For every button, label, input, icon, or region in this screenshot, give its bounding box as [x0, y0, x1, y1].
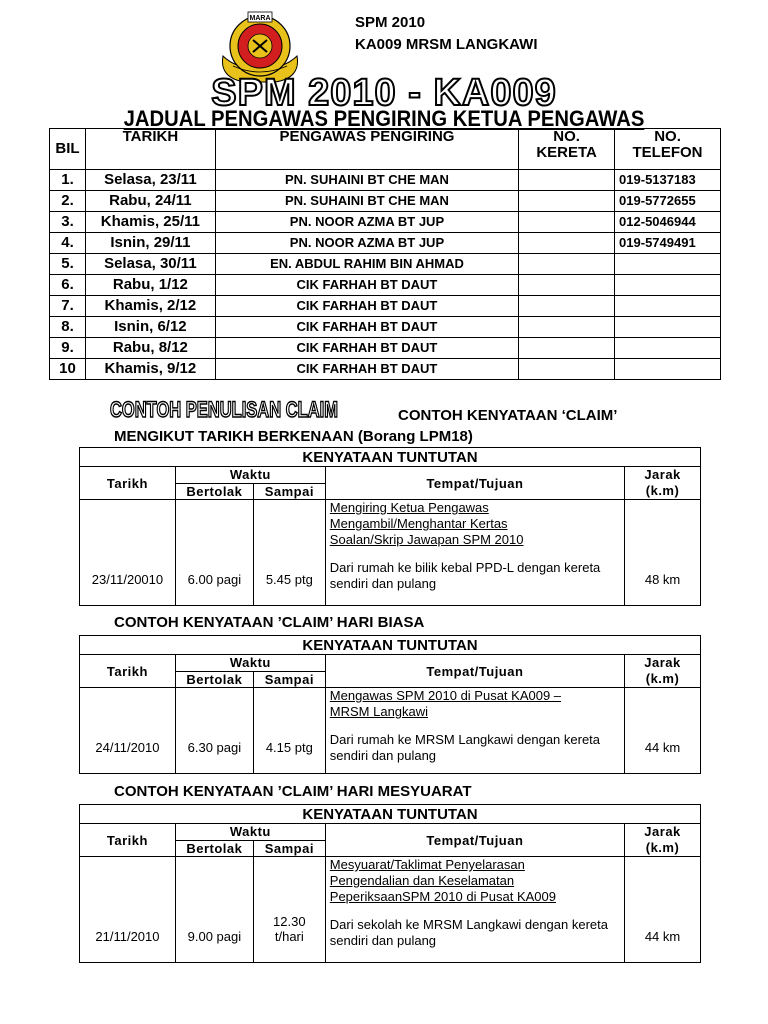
col-bertolak: Bertolak	[175, 483, 253, 500]
tempat-tujuan	[325, 500, 624, 606]
tujuan-line: PeperiksaanSPM 2010 di Pusat KA009	[329, 889, 556, 904]
col-telefon: NO. TELEFON	[615, 129, 721, 170]
tujuan-line: Mengambil/Menghantar Kertas	[329, 516, 508, 531]
row-bil: 6.	[50, 275, 86, 296]
example-heading: CONTOH KENYATAAN ’CLAIM’ HARI MESYUARAT	[114, 783, 472, 800]
row-tarikh: Khamis, 25/11	[85, 212, 215, 233]
table-row	[50, 233, 721, 254]
value-sampai: 4.15 ptg	[253, 688, 325, 774]
row-telefon	[615, 338, 721, 359]
row-pengawas: PN. NOOR AZMA BT JUP	[215, 212, 518, 233]
tempat-tujuan	[325, 857, 624, 963]
row-telefon: 012-5046944	[615, 212, 721, 233]
col-sampai: Sampai	[253, 483, 325, 500]
row-telefon: 019-5772655	[615, 191, 721, 212]
row-pengawas: PN. SUHAINI BT CHE MAN	[215, 170, 518, 191]
value-sampai: 5.45 ptg	[253, 500, 325, 606]
col-tarikh: Tarikh	[80, 655, 176, 688]
tujuan-line: Mengiring Ketua Pengawas	[329, 500, 489, 515]
tempat-tujuan	[325, 688, 624, 774]
claim-statement-table	[79, 804, 701, 963]
row-telefon	[615, 296, 721, 317]
row-pengawas: CIK FARHAH BT DAUT	[215, 296, 518, 317]
claim-statement-table	[79, 635, 701, 774]
row-bil: 7.	[50, 296, 86, 317]
value-tarikh: 23/11/20010	[80, 500, 176, 606]
table-row	[50, 338, 721, 359]
keterangan: Dari sekolah ke MRSM Langkawi dengan kereta sendiri dan pulang	[329, 917, 608, 948]
tujuan-line: Mesyuarat/Taklimat Penyelarasan	[329, 857, 525, 872]
table-row	[50, 254, 721, 275]
big-title: SPM 2010 - KA009	[211, 72, 557, 114]
col-jarak: Jarak (k.m)	[625, 655, 701, 688]
claim-intro-line-1: CONTOH KENYATAAN ‘CLAIM’	[398, 407, 618, 424]
row-tarikh: Khamis, 2/12	[85, 296, 215, 317]
row-kereta	[519, 254, 615, 275]
row-bil: 1.	[50, 170, 86, 191]
col-waktu: Waktu	[175, 824, 325, 841]
row-bil: 8.	[50, 317, 86, 338]
table-row	[50, 296, 721, 317]
row-kereta	[519, 317, 615, 338]
col-tarikh: Tarikh	[80, 824, 176, 857]
row-bil: 9.	[50, 338, 86, 359]
row-tarikh: Selasa, 23/11	[85, 170, 215, 191]
row-pengawas: CIK FARHAH BT DAUT	[215, 317, 518, 338]
row-kereta	[519, 212, 615, 233]
row-pengawas: CIK FARHAH BT DAUT	[215, 338, 518, 359]
row-pengawas: PN. NOOR AZMA BT JUP	[215, 233, 518, 254]
row-pengawas: PN. SUHAINI BT CHE MAN	[215, 191, 518, 212]
col-jarak: Jarak (k.m)	[625, 467, 701, 500]
row-tarikh: Isnin, 6/12	[85, 317, 215, 338]
sub-title: JADUAL PENGAWAS PENGIRING KETUA PENGAWAS	[123, 106, 645, 131]
table-row	[50, 359, 721, 380]
row-kereta	[519, 338, 615, 359]
col-tempat: Tempat/Tujuan	[325, 467, 624, 500]
value-bertolak: 6.00 pagi	[175, 500, 253, 606]
col-tempat: Tempat/Tujuan	[325, 824, 624, 857]
value-jarak: 44 km	[625, 857, 701, 963]
keterangan: Dari rumah ke bilik kebal PPD-L dengan kereta sendiri dan pulang	[329, 560, 601, 591]
row-kereta	[519, 233, 615, 254]
claim-statement-table	[79, 447, 701, 606]
claim-intro-line-2: MENGIKUT TARIKH BERKENAAN (Borang LPM18)	[114, 428, 473, 445]
row-tarikh: Rabu, 24/11	[85, 191, 215, 212]
col-bertolak: Bertolak	[175, 671, 253, 688]
tujuan-line: Soalan/Skrip Jawapan SPM 2010	[329, 532, 524, 547]
col-pengawas: PENGAWAS PENGIRING	[215, 129, 518, 170]
value-tarikh: 24/11/2010	[80, 688, 176, 774]
table-row	[50, 170, 721, 191]
row-telefon	[615, 359, 721, 380]
kenyataan-title: KENYATAAN TUNTUTAN	[80, 636, 701, 655]
logo-text: MARA	[249, 15, 271, 22]
col-sampai: Sampai	[253, 840, 325, 857]
col-bil: BIL	[50, 129, 86, 170]
tujuan-line: Pengendalian dan Keselamatan	[329, 873, 515, 888]
row-bil: 3.	[50, 212, 86, 233]
tujuan-line: Mengawas SPM 2010 di Pusat KA009 –	[329, 688, 562, 703]
row-kereta	[519, 191, 615, 212]
row-pengawas: CIK FARHAH BT DAUT	[215, 359, 518, 380]
row-bil: 2.	[50, 191, 86, 212]
duty-table	[49, 128, 721, 380]
tujuan-line: MRSM Langkawi	[329, 704, 429, 719]
example-heading: CONTOH KENYATAAN ’CLAIM’ HARI BIASA	[114, 614, 425, 631]
row-tarikh: Isnin, 29/11	[85, 233, 215, 254]
row-pengawas: EN. ABDUL RAHIM BIN AHMAD	[215, 254, 518, 275]
row-bil: 10	[50, 359, 86, 380]
stylized-heading: CONTOH PENULISAN CLAIM	[110, 397, 338, 422]
row-telefon: 019-5749491	[615, 233, 721, 254]
col-tarikh: Tarikh	[80, 467, 176, 500]
row-bil: 5.	[50, 254, 86, 275]
row-telefon	[615, 254, 721, 275]
col-waktu: Waktu	[175, 655, 325, 672]
value-jarak: 44 km	[625, 688, 701, 774]
value-bertolak: 9.00 pagi	[175, 857, 253, 963]
col-kereta: NO. KERETA	[519, 129, 615, 170]
kenyataan-title: KENYATAAN TUNTUTAN	[80, 448, 701, 467]
row-bil: 4.	[50, 233, 86, 254]
value-jarak: 48 km	[625, 500, 701, 606]
row-pengawas: CIK FARHAH BT DAUT	[215, 275, 518, 296]
row-kereta	[519, 359, 615, 380]
col-tempat: Tempat/Tujuan	[325, 655, 624, 688]
keterangan: Dari rumah ke MRSM Langkawi dengan kereta sendiri dan pulang	[329, 732, 601, 763]
value-bertolak: 6.30 pagi	[175, 688, 253, 774]
row-tarikh: Rabu, 1/12	[85, 275, 215, 296]
row-kereta	[519, 275, 615, 296]
table-row	[50, 275, 721, 296]
kenyataan-title: KENYATAAN TUNTUTAN	[80, 805, 701, 824]
table-row	[50, 191, 721, 212]
col-tarikh: TARIKH	[85, 129, 215, 170]
value-tarikh: 21/11/2010	[80, 857, 176, 963]
header-line-1: SPM 2010	[355, 14, 426, 31]
duty-table-header	[50, 129, 721, 170]
col-waktu: Waktu	[175, 467, 325, 484]
row-tarikh: Khamis, 9/12	[85, 359, 215, 380]
row-telefon	[615, 275, 721, 296]
row-telefon: 019-5137183	[615, 170, 721, 191]
col-jarak: Jarak (k.m)	[625, 824, 701, 857]
value-sampai: 12.30 t/hari	[253, 857, 325, 963]
row-kereta	[519, 170, 615, 191]
table-row	[50, 317, 721, 338]
col-sampai: Sampai	[253, 671, 325, 688]
row-kereta	[519, 296, 615, 317]
table-row	[50, 212, 721, 233]
row-tarikh: Rabu, 8/12	[85, 338, 215, 359]
row-telefon	[615, 317, 721, 338]
row-tarikh: Selasa, 30/11	[85, 254, 215, 275]
col-bertolak: Bertolak	[175, 840, 253, 857]
header-line-2: KA009 MRSM LANGKAWI	[355, 36, 538, 53]
